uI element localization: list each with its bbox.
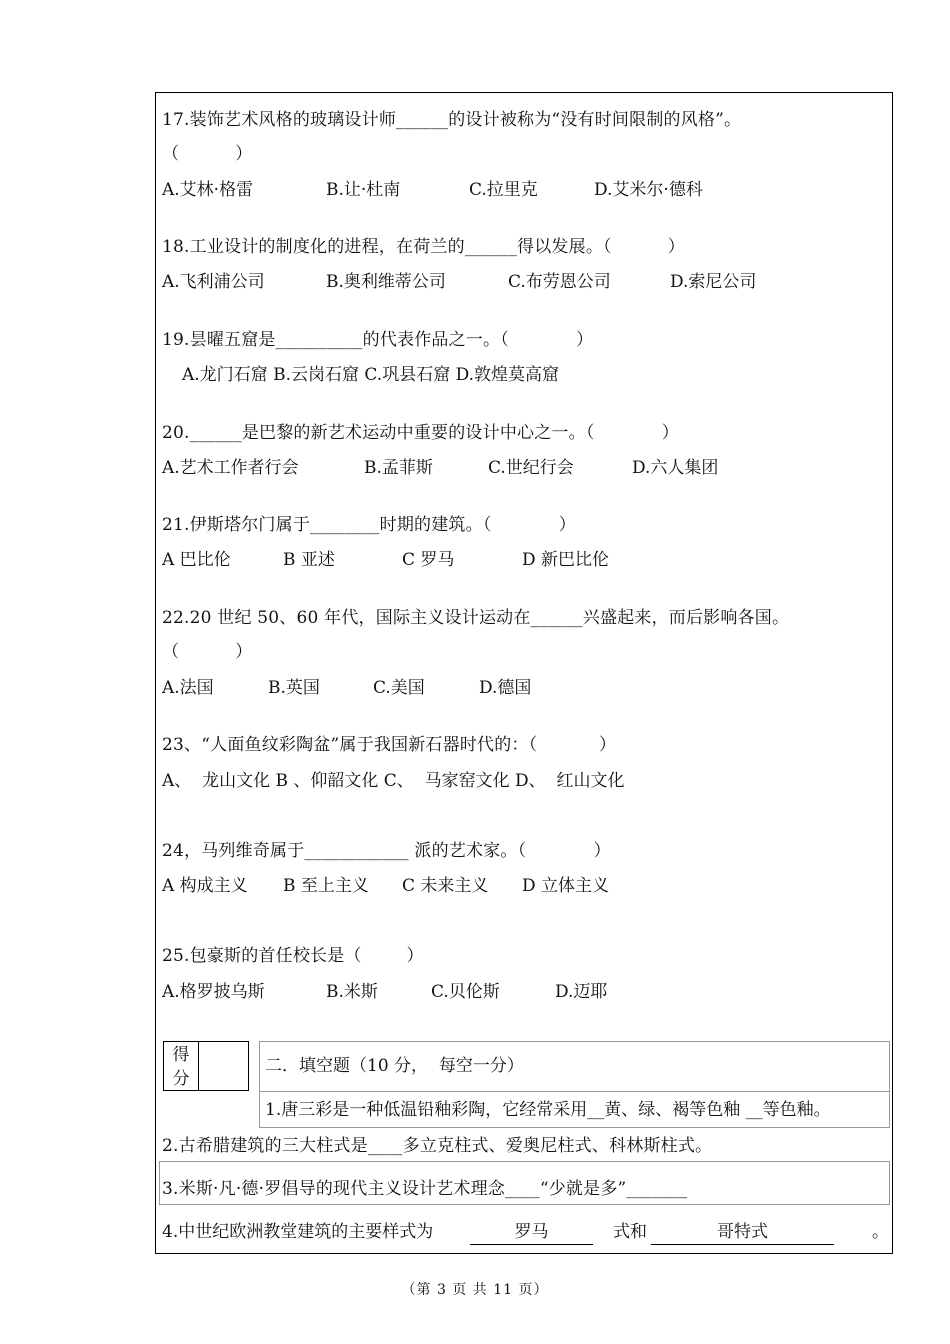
q17-answer-paren: （ ） <box>162 144 253 164</box>
q25-option-b: B.米斯 <box>326 982 378 1002</box>
q19-stem: 19.昙曜五窟是__________的代表作品之一。（ ） <box>162 330 594 350</box>
q20-option-a: A.艺术工作者行会 <box>162 458 299 478</box>
q23-options: A、 龙山文化 B 、仰韶文化 C、 马家窑文化 D、 红山文化 <box>162 771 625 791</box>
q25-option-c: C.贝伦斯 <box>431 982 500 1002</box>
q18-option-c: C.布劳恩公司 <box>508 272 611 292</box>
q21-option-b: B 亚述 <box>283 550 335 570</box>
page-footer: （第 3 页 共 11 页） <box>401 1282 549 1298</box>
q24-option-b: B 至上主义 <box>283 876 369 896</box>
fill-question-4-mid: 式和 <box>613 1222 647 1242</box>
fill-question-4-prefix: 4.中世纪欧洲教堂建筑的主要样式为 <box>162 1222 434 1242</box>
q24-option-d: D 立体主义 <box>522 876 610 896</box>
q24-option-a: A 构成主义 <box>162 876 248 896</box>
section2-header-divider <box>259 1091 890 1092</box>
score-label: 得 分 <box>172 1045 190 1089</box>
q18-stem: 18.工业设计的制度化的进程，在荷兰的______得以发展。（ ） <box>162 237 685 257</box>
q17-option-b: B.让·杜南 <box>326 180 401 200</box>
fill-question-4-answer-1: 罗马 <box>470 1220 593 1245</box>
q17-stem: 17.装饰艺术风格的玻璃设计师______的设计被称为“没有时间限制的风格”。 <box>162 110 742 130</box>
q22-option-d: D.德国 <box>479 678 532 698</box>
q22-option-c: C.美国 <box>373 678 425 698</box>
q17-option-d: D.艾米尔·德科 <box>594 180 703 200</box>
q17-option-c: C.拉里克 <box>469 180 538 200</box>
fill-question-4-answer-2: 哥特式 <box>651 1220 834 1245</box>
score-box <box>163 1041 249 1091</box>
q25-option-a: A.格罗披乌斯 <box>162 982 265 1002</box>
q21-stem: 21.伊斯塔尔门属于________时期的建筑。（ ） <box>162 515 576 535</box>
q21-option-d: D 新巴比伦 <box>522 550 610 570</box>
fill-question-4-end: 。 <box>872 1222 889 1242</box>
q22-option-b: B.英国 <box>268 678 320 698</box>
q19-options: A.龙门石窟 B.云岗石窟 C.巩县石窟 D.敦煌莫高窟 <box>182 365 560 385</box>
q21-option-c: C 罗马 <box>402 550 455 570</box>
q24-stem: 24，马列维奇属于____________ 派的艺术家。（ ） <box>162 841 611 861</box>
q22-option-a: A.法国 <box>162 678 214 698</box>
fill-question-3: 3.米斯·凡·德·罗倡导的现代主义设计艺术理念____“少就是多”_______ <box>162 1179 688 1199</box>
q23-stem: 23、“人面鱼纹彩陶盆”属于我国新石器时代的：（ ） <box>162 735 617 755</box>
q22-answer-paren: （ ） <box>162 642 253 662</box>
q25-option-d: D.迈耶 <box>555 982 608 1002</box>
score-box-divider <box>198 1042 199 1090</box>
q17-option-a: A.艾林·格雷 <box>162 180 254 200</box>
q20-stem: 20.______是巴黎的新艺术运动中重要的设计中心之一。（ ） <box>162 423 679 443</box>
q25-stem: 25.包豪斯的首任校长是（ ） <box>162 946 424 966</box>
q18-option-b: B.奥利维蒂公司 <box>326 272 446 292</box>
fill-question-2: 2.古希腊建筑的三大柱式是____多立克柱式、爱奥尼柱式、科林斯柱式。 <box>162 1136 713 1156</box>
q18-option-d: D.索尼公司 <box>670 272 757 292</box>
fill-question-1: 1.唐三彩是一种低温铅釉彩陶，它经常采用__黄、绿、褐等色釉 __等色釉。 <box>265 1100 831 1120</box>
q24-option-c: C 未来主义 <box>402 876 489 896</box>
section2-heading: 二．填空题（10 分， 每空一分） <box>265 1056 524 1076</box>
q20-option-b: B.孟菲斯 <box>364 458 433 478</box>
q20-option-c: C.世纪行会 <box>488 458 574 478</box>
q20-option-d: D.六人集团 <box>632 458 719 478</box>
q21-option-a: A 巴比伦 <box>162 550 231 570</box>
q22-stem: 22.20 世纪 50、60 年代，国际主义设计运动在______兴盛起来，而后影响各国。 <box>162 608 790 628</box>
q18-option-a: A.飞利浦公司 <box>162 272 265 292</box>
